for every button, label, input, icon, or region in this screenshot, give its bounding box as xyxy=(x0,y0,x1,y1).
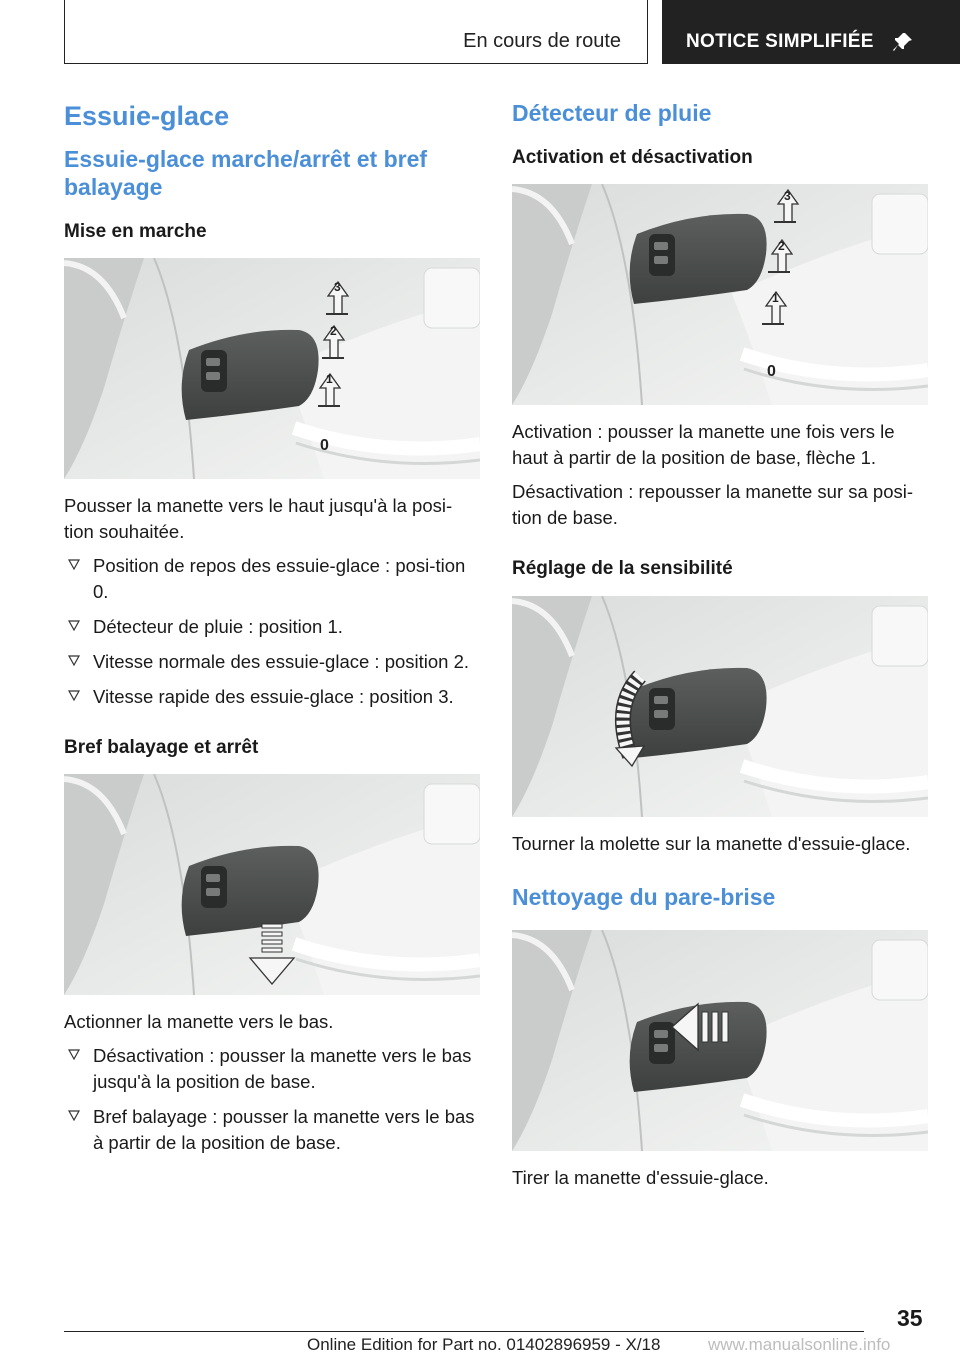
fig-label-0: 0 xyxy=(767,363,776,381)
position-list xyxy=(64,553,480,709)
paragraph-sensitivity: Tourner la molette sur la manette d'essuie-glace. xyxy=(512,832,911,854)
wiper-lever-down-figure xyxy=(64,774,480,995)
left-column xyxy=(64,100,480,1168)
fig-label-3: 3 xyxy=(334,280,341,295)
edition-text: Online Edition for Part no. 01402896959 - X/18 xyxy=(307,1335,661,1354)
paragraph-activation: Activation : pousser la manette une fois vers le haut à partir de la position de base, flèche 1. xyxy=(512,421,895,469)
header-guide-tab[interactable] xyxy=(662,0,960,64)
triangle-bullet-icon xyxy=(68,558,80,570)
list-item: Bref balayage : pousser la manette vers le bas à partir de la position de base. xyxy=(64,1104,480,1156)
fig-label-3: 3 xyxy=(784,189,791,204)
fig-label-1: 1 xyxy=(772,291,779,306)
right-column xyxy=(512,100,928,1199)
pin-icon xyxy=(892,31,914,53)
paragraph-deactivation: Désactivation : repousser la manette sur sa posi-tion de base. xyxy=(512,481,914,528)
guide-label: NOTICE SIMPLIFIÉE xyxy=(686,31,874,52)
list-item: Désactivation : pousser la manette vers le bas jusqu'à la position de base. xyxy=(64,1043,480,1095)
triangle-bullet-icon xyxy=(68,1048,80,1060)
triangle-bullet-icon xyxy=(68,654,80,666)
paragraph-push-down: Actionner la manette vers le bas. xyxy=(64,1011,334,1033)
list-item: Vitesse rapide des essuie-glace : position 3. xyxy=(64,684,480,710)
fig-label-0: 0 xyxy=(320,437,329,455)
triangle-bullet-icon xyxy=(68,689,80,701)
paragraph-switch-on: Pousser la manette vers le haut jusqu'à la posi-tion souhaitée. xyxy=(64,495,453,543)
list-item: Position de repos des essuie-glace : posi-tion 0. xyxy=(64,553,480,605)
subheading-wipers-on-off: Essuie-glace marche/arrêt et bref balayage xyxy=(64,146,428,200)
section-heading-windshield-cleaning: Nettoyage du pare-brise xyxy=(512,884,776,911)
section-label: En cours de route xyxy=(463,30,621,52)
lever-pull-figure xyxy=(512,930,928,1151)
heading-sensitivity: Réglage de la sensibilité xyxy=(512,557,733,579)
wiper-lever-up-figure xyxy=(64,258,480,479)
section-heading-rain-sensor: Détecteur de pluie xyxy=(512,100,712,126)
triangle-bullet-icon xyxy=(68,1109,80,1121)
page-number: 35 xyxy=(897,1305,923,1331)
heading-brief-wipe: Bref balayage et arrêt xyxy=(64,736,259,758)
list-item: Vitesse normale des essuie-glace : position 2. xyxy=(64,649,480,675)
heading-switch-on: Mise en marche xyxy=(64,220,207,242)
fig-label-2: 2 xyxy=(330,324,337,339)
paragraph-pull-lever: Tirer la manette d'essuie-glace. xyxy=(512,1167,769,1189)
header-section-box xyxy=(64,0,648,64)
push-down-list xyxy=(64,1043,480,1156)
fig-label-2: 2 xyxy=(778,239,785,254)
heading-activation: Activation et désactivation xyxy=(512,146,753,168)
section-heading-wipers: Essuie-glace xyxy=(64,101,230,131)
thumbwheel-figure xyxy=(512,596,928,817)
fig-label-1: 1 xyxy=(326,372,333,387)
watermark: www.manualsonline.info xyxy=(708,1335,891,1354)
footer-divider xyxy=(64,1331,864,1332)
list-item: Détecteur de pluie : position 1. xyxy=(64,614,480,640)
triangle-bullet-icon xyxy=(68,619,80,631)
rain-sensor-lever-figure xyxy=(512,184,928,405)
